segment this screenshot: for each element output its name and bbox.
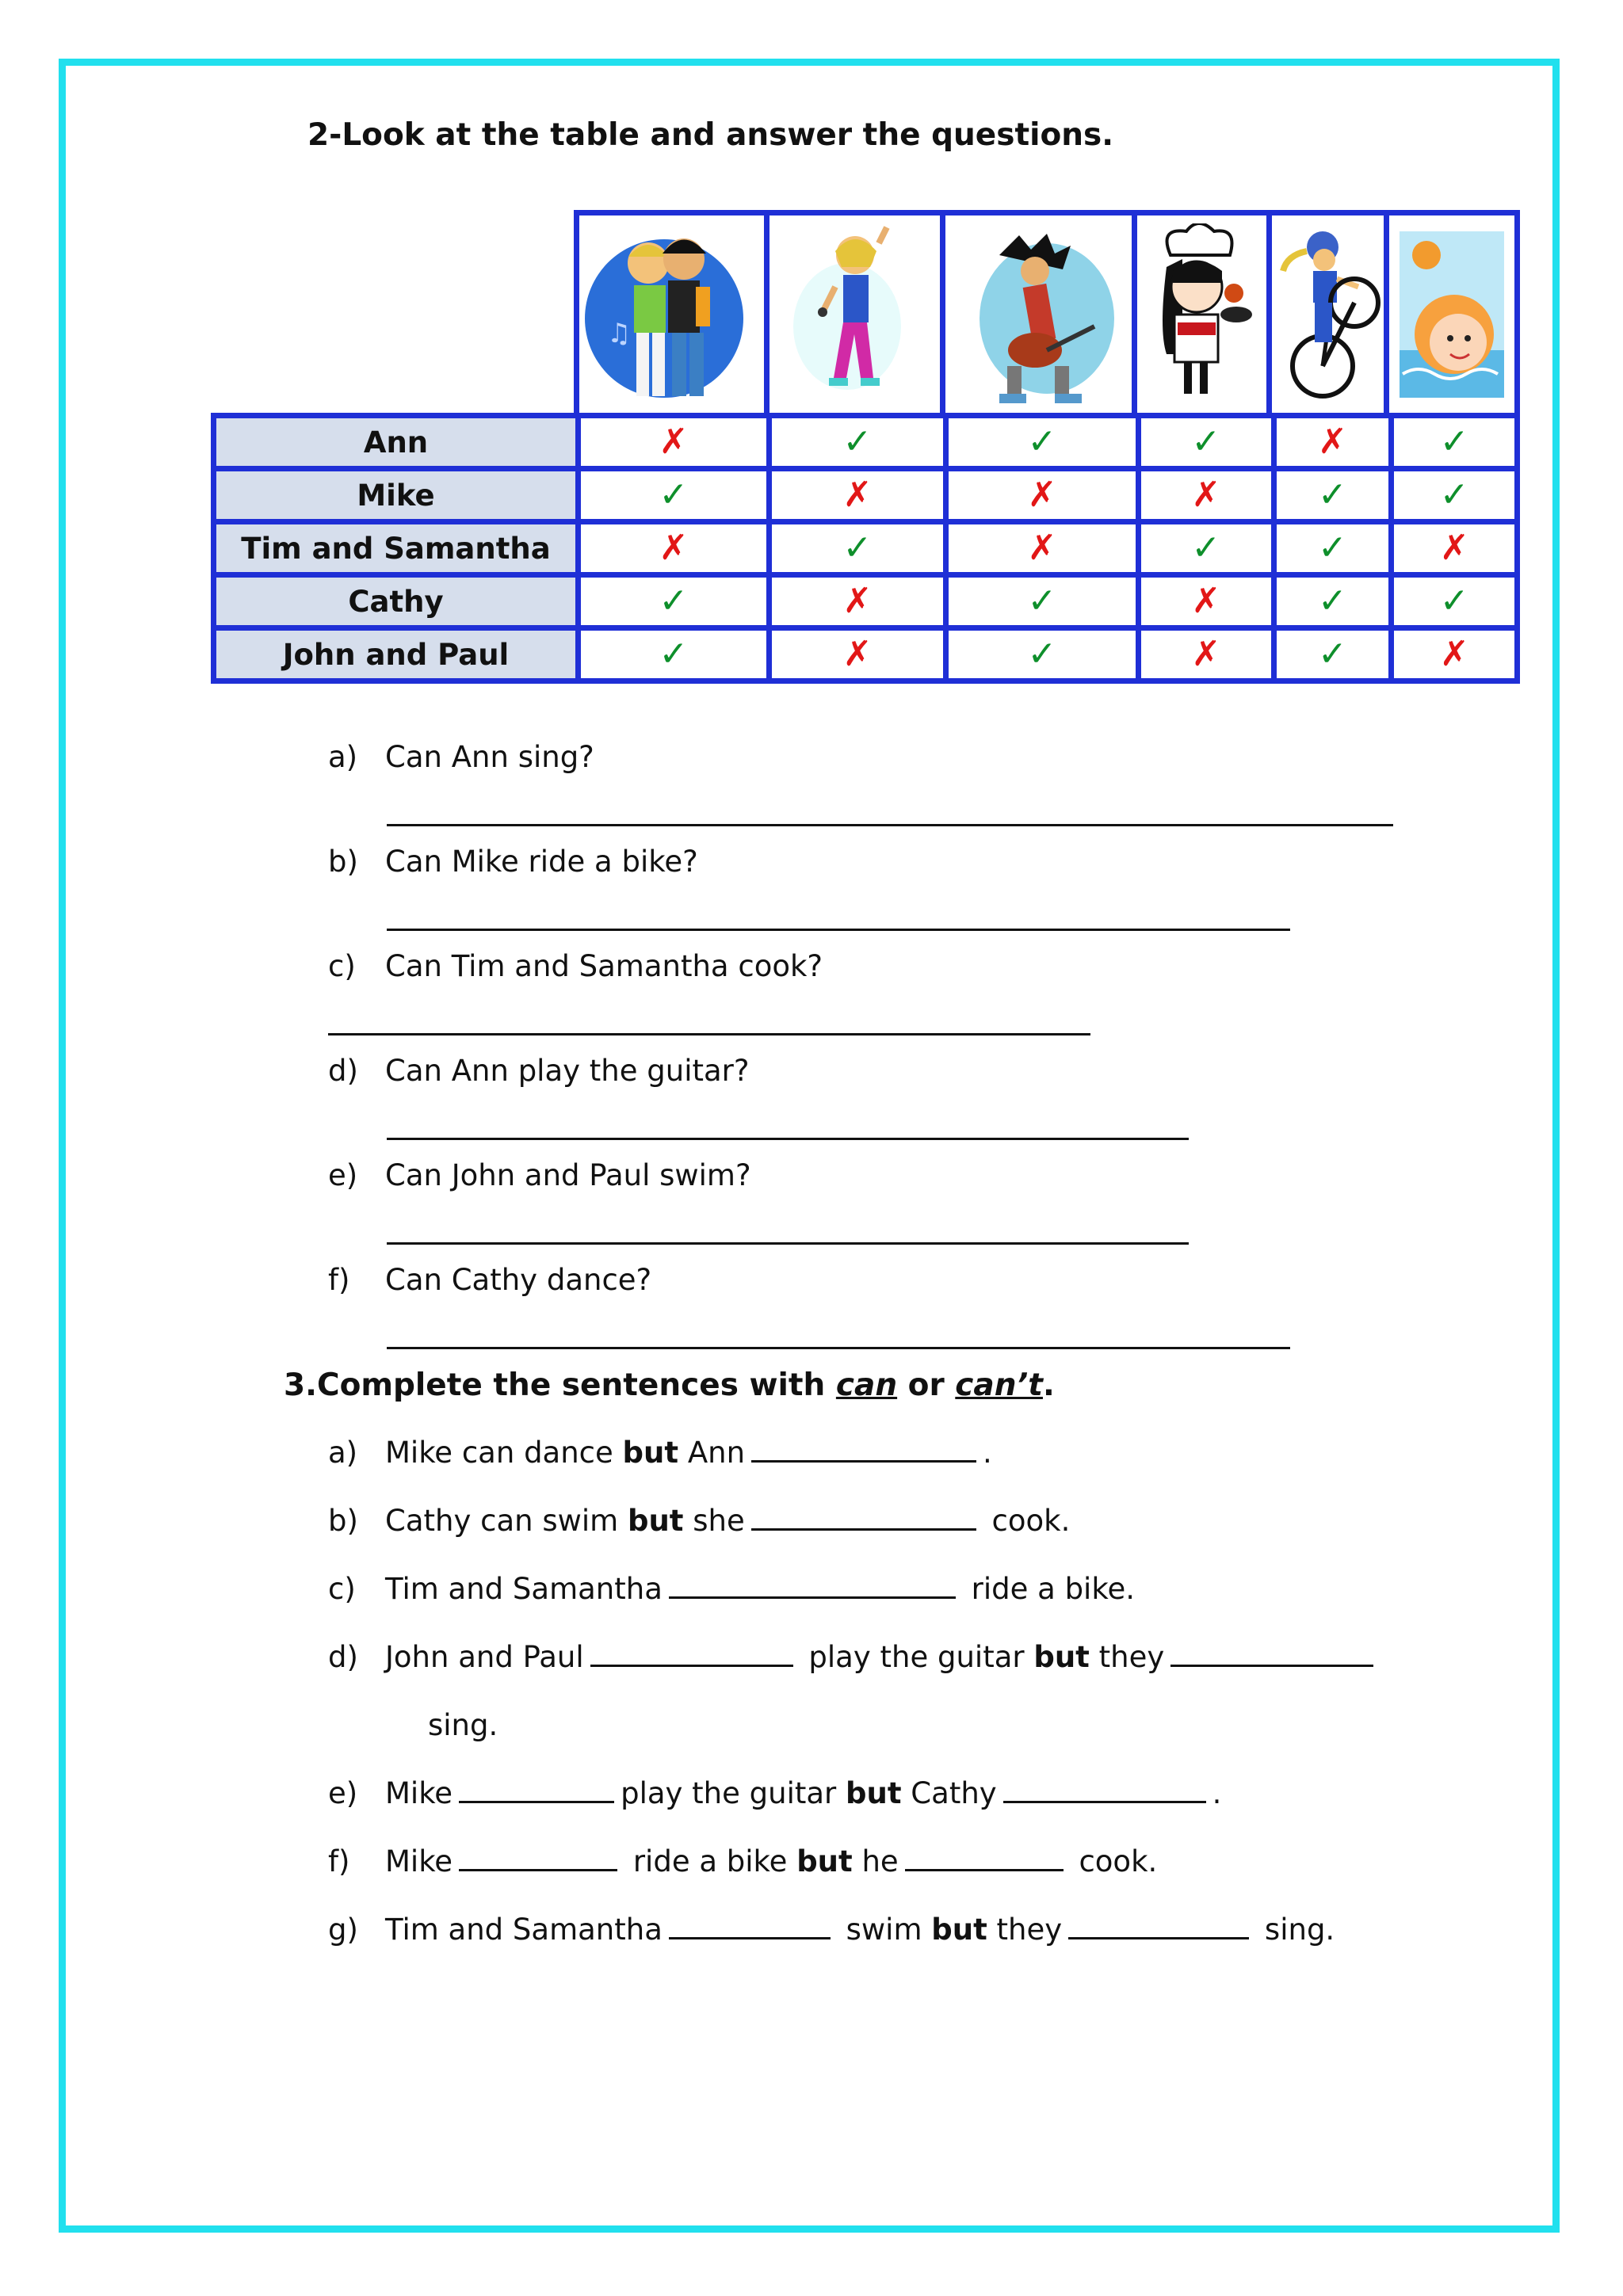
table-row	[214, 469, 1518, 522]
question-a: a) Can Ann sing?	[328, 740, 594, 774]
check-icon: ✓	[659, 581, 689, 621]
check-icon: ✓	[1027, 421, 1057, 462]
mark-cell	[769, 575, 945, 628]
cross-icon: ✗	[842, 475, 873, 515]
mark-cell	[1274, 522, 1392, 575]
cross-icon: ✗	[1191, 475, 1221, 515]
blank-f1[interactable]	[459, 1847, 617, 1871]
sentence-c: c) Tim and Samantha ride a bike.	[328, 1572, 1135, 1606]
cross-icon: ✗	[1439, 528, 1469, 568]
table-row	[214, 416, 1518, 469]
mark-cell	[945, 628, 1138, 681]
cross-icon: ✗	[1191, 581, 1221, 621]
check-icon: ✓	[1027, 634, 1057, 674]
blank-f2[interactable]	[905, 1847, 1064, 1871]
answer-line-f[interactable]	[387, 1347, 1290, 1349]
mark-cell	[1138, 522, 1274, 575]
mark-cell	[769, 522, 945, 575]
row-name: John and Paul	[214, 628, 579, 681]
mark-cell	[1138, 416, 1274, 469]
blank-b[interactable]	[751, 1506, 976, 1531]
cross-icon: ✗	[1318, 421, 1347, 462]
sentence-a: a) Mike can dance but Ann .	[328, 1436, 992, 1470]
blank-d2[interactable]	[1170, 1642, 1373, 1667]
blank-g2[interactable]	[1068, 1915, 1249, 1939]
mark-cell	[1392, 575, 1518, 628]
sentence-f: f) Mike ride a bike but he cook.	[328, 1844, 1158, 1878]
mark-cell	[769, 628, 945, 681]
question-f: f) Can Cathy dance?	[328, 1263, 652, 1297]
svg-text:♫: ♫	[606, 317, 631, 349]
check-icon: ✓	[1191, 528, 1221, 568]
check-icon: ✓	[1439, 475, 1469, 515]
check-icon: ✓	[1318, 528, 1347, 568]
blank-e2[interactable]	[1003, 1779, 1206, 1803]
swim-icon	[1389, 215, 1514, 413]
check-icon: ✓	[1191, 421, 1221, 462]
check-icon: ✓	[842, 421, 873, 462]
mark-cell	[578, 469, 769, 522]
cross-icon: ✗	[1027, 475, 1057, 515]
question-b: b) Can Mike ride a bike?	[328, 845, 698, 879]
mark-cell	[1138, 469, 1274, 522]
question-d: d) Can Ann play the guitar?	[328, 1054, 750, 1088]
sentence-d: d) John and Paul play the guitar but they	[328, 1640, 1380, 1674]
answer-line-a[interactable]	[387, 824, 1393, 826]
mark-cell	[945, 469, 1138, 522]
cross-icon: ✗	[1191, 634, 1221, 674]
answer-line-e[interactable]	[387, 1242, 1189, 1245]
mark-cell	[578, 416, 769, 469]
check-icon: ✓	[1027, 581, 1057, 621]
section-2-title: 2-Look at the table and answer the questions.	[307, 117, 1114, 153]
check-icon: ✓	[842, 528, 873, 568]
cross-icon: ✗	[1439, 634, 1469, 674]
cross-icon: ✗	[659, 528, 689, 568]
row-name: Ann	[214, 416, 579, 469]
mark-cell	[1392, 469, 1518, 522]
cross-icon: ✗	[842, 634, 873, 674]
answer-line-b[interactable]	[387, 929, 1290, 931]
mark-cell	[945, 522, 1138, 575]
mark-cell	[1392, 416, 1518, 469]
mark-cell	[769, 469, 945, 522]
check-icon: ✓	[1318, 581, 1347, 621]
table-row	[214, 522, 1518, 575]
mark-cell	[769, 416, 945, 469]
sentence-d-continuation: sing.	[428, 1708, 498, 1742]
mark-cell	[945, 416, 1138, 469]
bike-icon	[1272, 215, 1389, 413]
blank-a[interactable]	[751, 1438, 976, 1463]
check-icon: ✓	[1318, 634, 1347, 674]
mark-cell	[578, 522, 769, 575]
section-3-title: 3.Complete the sentences with can or can’t.	[284, 1367, 1055, 1403]
mark-cell	[1392, 628, 1518, 681]
mark-cell	[1392, 522, 1518, 575]
check-icon: ✓	[1439, 421, 1469, 462]
question-e: e) Can John and Paul swim?	[328, 1158, 751, 1192]
mark-cell	[578, 628, 769, 681]
activity-pictures-row	[574, 210, 1520, 413]
blank-e1[interactable]	[459, 1779, 614, 1803]
mark-cell	[1138, 575, 1274, 628]
table-row	[214, 575, 1518, 628]
row-name: Tim and Samantha	[214, 522, 579, 575]
blank-g1[interactable]	[669, 1915, 831, 1939]
blank-d1[interactable]	[590, 1642, 793, 1667]
abilities-table	[211, 413, 1520, 684]
cross-icon: ✗	[842, 581, 873, 621]
row-name: Mike	[214, 469, 579, 522]
table-row	[214, 628, 1518, 681]
mark-cell	[1274, 469, 1392, 522]
sentence-e: e) Mike play the guitar but Cathy .	[328, 1776, 1222, 1810]
cook-icon	[1137, 215, 1272, 413]
check-icon: ✓	[1318, 475, 1347, 515]
check-icon: ✓	[1439, 581, 1469, 621]
sing-icon	[769, 215, 945, 413]
check-icon: ✓	[659, 475, 689, 515]
sentence-g: g) Tim and Samantha swim but they sing.	[328, 1913, 1335, 1947]
question-c: c) Can Tim and Samantha cook?	[328, 949, 823, 983]
mark-cell	[945, 575, 1138, 628]
answer-line-d[interactable]	[387, 1138, 1189, 1140]
check-icon: ✓	[659, 634, 689, 674]
guitar-icon	[945, 215, 1137, 413]
mark-cell	[1274, 575, 1392, 628]
mark-cell	[578, 575, 769, 628]
mark-cell	[1274, 628, 1392, 681]
mark-cell	[1138, 628, 1274, 681]
sentence-b: b) Cathy can swim but she cook.	[328, 1504, 1071, 1538]
mark-cell	[1274, 416, 1392, 469]
cross-icon: ✗	[1027, 528, 1057, 568]
blank-c[interactable]	[669, 1574, 956, 1599]
answer-line-c[interactable]	[328, 1033, 1090, 1035]
dance-icon	[579, 215, 769, 413]
row-name: Cathy	[214, 575, 579, 628]
cross-icon: ✗	[659, 421, 689, 462]
